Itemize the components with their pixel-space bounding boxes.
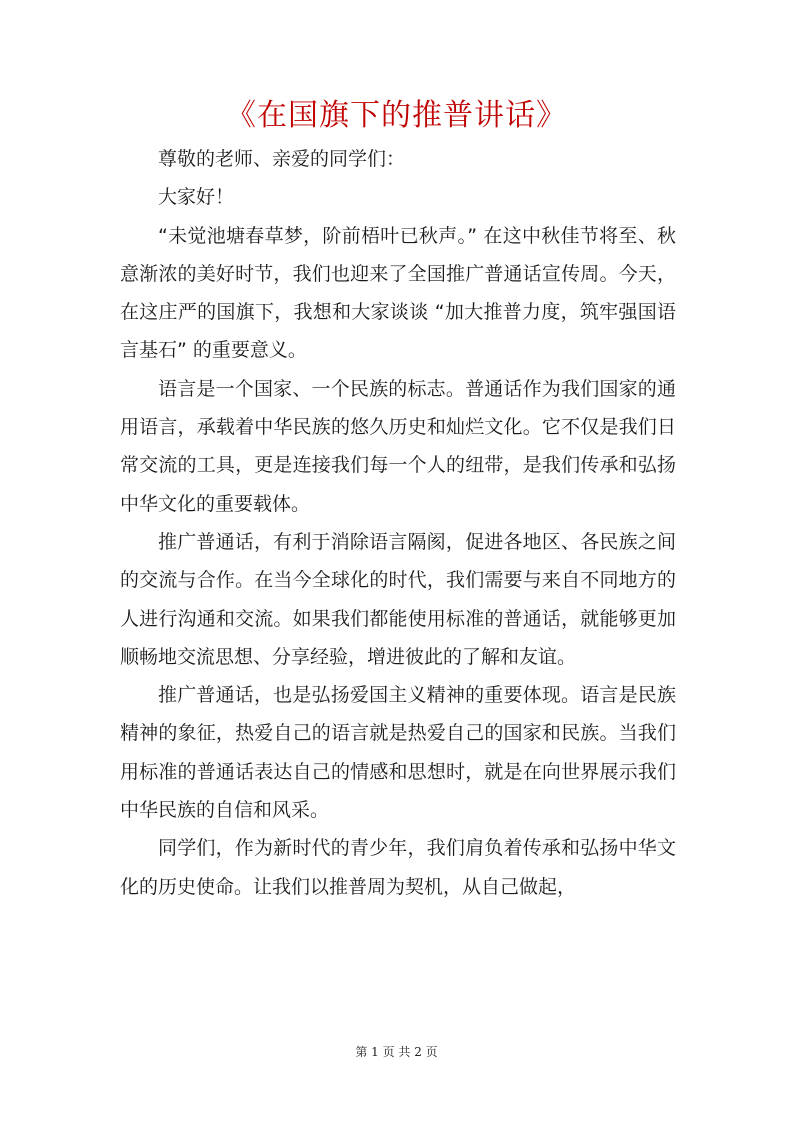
- body-paragraph: 语言是一个国家、一个民族的标志。普通话作为我们国家的通用语言，承载着中华民族的悠久历史和灿烂文化。它不仅是我们日常交流的工具，更是连接我们每一个人的纽带，是我们传承和弘扬中华文化的重要载体。: [120, 377, 676, 515]
- document-title: 《在国旗下的推普讲话》: [226, 98, 567, 133]
- salutation-paragraph: 大家好！: [158, 186, 235, 209]
- greeting-paragraph: 尊敬的老师、亲爱的同学们：: [158, 148, 406, 170]
- body-paragraph: “未觉池塘春草梦，阶前梧叶已秋声。” 在这中秋佳节将至、秋意渐浓的美好时节，我们也迎来了全国推广普通话宣传周。今天，在这庄严的国旗下，我想和大家谈谈 “加大推普力度，筑牢强国语言基石” 的重要意义。: [120, 224, 676, 362]
- body-paragraph: 推广普通话，也是弘扬爱国主义精神的重要体现。语言是民族精神的象征，热爱自己的语言就是热爱自己的国家和民族。当我们用标准的普通话表达自己的情感和思想时，就是在向世界展示我们中华民族的自信和风采。: [120, 684, 676, 822]
- document-body: [120, 140, 676, 906]
- body-paragraph: 同学们，作为新时代的青少年，我们肩负着传承和弘扬中华文化的历史使命。让我们以推普周为契机，从自己做起，: [120, 837, 676, 898]
- body-paragraph: 推广普通话，有利于消除语言隔阂，促进各地区、各民族之间的交流与合作。在当今全球化的时代，我们需要与来自不同地方的人进行沟通和交流。如果我们都能使用标准的普通话，就能够更加顺畅地交流思想、分享经验，增进彼此的了解和友谊。: [120, 530, 676, 668]
- page-number-footer: 第 1 页 共 2 页: [355, 1045, 438, 1059]
